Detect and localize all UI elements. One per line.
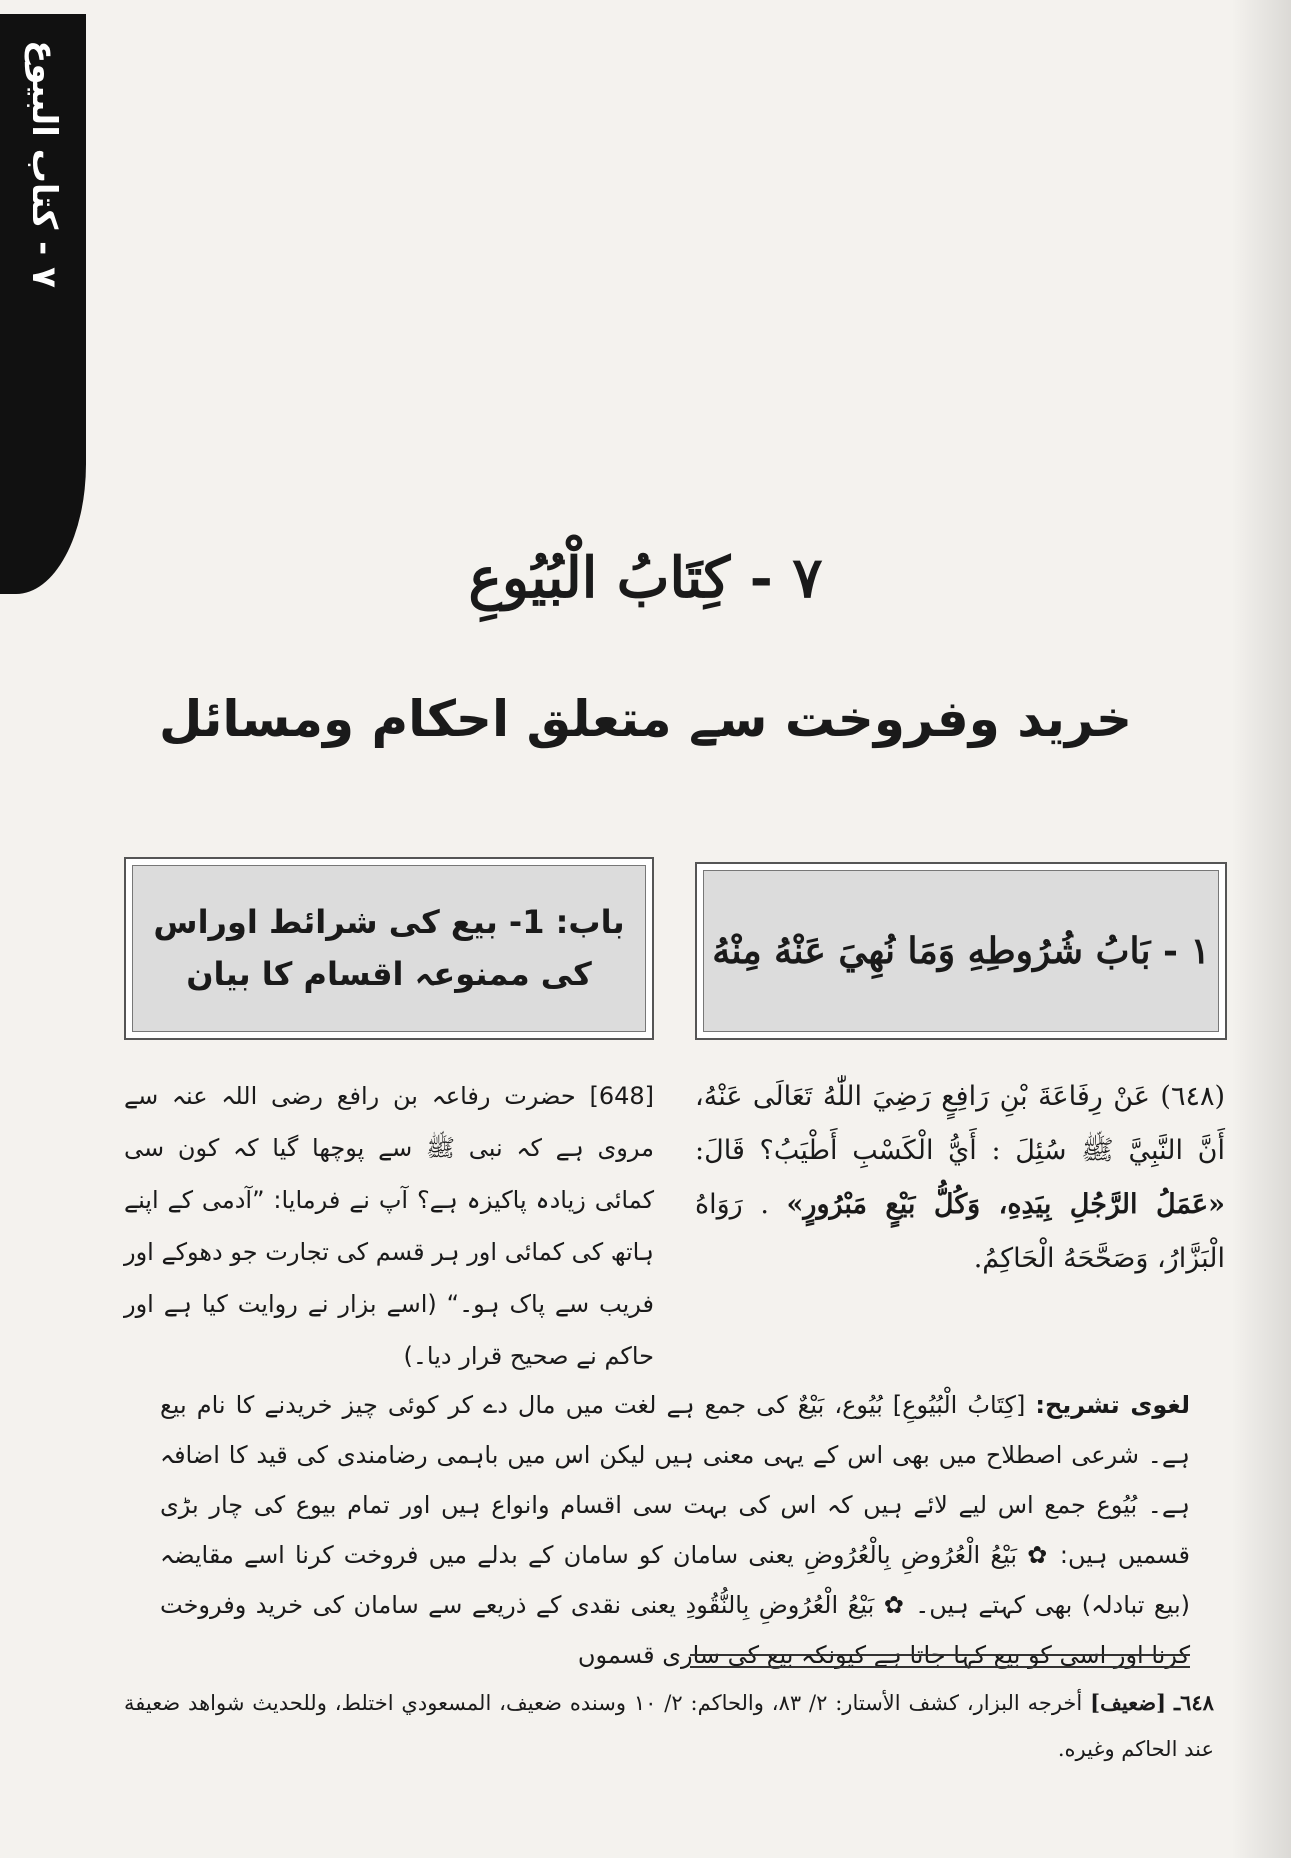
hadith-arabic-intro: عَنْ رِفَاعَةَ بْنِ رَافِعٍ رَضِيَ اللّٰهُ تَعَالَى عَنْهُ، أَنَّ النَّبِيَّ ﷺ سُئِلَ : أَيُّ الْكَسْبِ أَطْيَبُ؟ قَالَ: <box>695 1081 1225 1166</box>
page-edge-shadow <box>1231 0 1291 1858</box>
footnote <box>124 1680 1214 1772</box>
footnote-divider <box>690 1654 1190 1668</box>
hadith-arabic-number: (٦٤٨) <box>1160 1081 1225 1112</box>
hadith-urdu-translation <box>124 1070 654 1382</box>
chapter-subtitle: خرید وفروخت سے متعلق احکام ومسائل <box>158 690 1133 748</box>
side-tab-label: ٧ - كتاب البيوع <box>24 40 64 288</box>
lexical-explanation <box>160 1380 1190 1680</box>
footnote-text: أخرجه البزار، كشف الأستار: ٢/ ٨٣، والحاكم: ٢/ ١٠ وسنده ضعيف، المسعودي اختلط، وللحديث شواهد ضعيفة عند الحاكم وغيره. <box>124 1691 1214 1761</box>
footnote-number: ٦٤٨ـ <box>1173 1690 1214 1715</box>
explanation-text: [كِتَابُ الْبُيُوعِ] بُيُوع، بَيْعٌ کی جمع ہے لغت میں مال دے کر کوئی چیز خریدنے کا نام بیع ہے۔ شرعی اصطلاح میں بھی اس کے یہی معنی ہیں لیکن اس میں باہمی رضامندی کی قید کا اضافہ ہے۔ بُيُوع جمع اس لیے لائے ہیں کہ اس کی بہت سی اقسام وانواع ہیں اور تمام بیوع کی چار بڑی قسمیں ہیں: ✿ بَيْعُ الْعُرُوضِ بِالْعُرُوضِ یعنی سامان کو سامان کے بدلے میں فروخت کرنا اسے مقایضہ (بیع تبادلہ) بھی کہتے ہیں۔ ✿ بَيْعُ الْعُرُوضِ بِالنُّقُودِ یعنی نقدی کے ذریعے سے سامان کی خرید وفروخت کرنا اور اسی کو بیع کہا جاتا ہے کیونکہ بیع کی ساری قسموں <box>160 1391 1190 1669</box>
hadith-arabic-text <box>695 1070 1225 1286</box>
urdu-section-heading-box <box>124 857 654 1040</box>
hadith-arabic-saying: «عَمَلُ الرَّجُلِ بِيَدِهِ، وَكُلُّ بَيْعٍ مَبْرُورٍ» <box>786 1189 1225 1220</box>
hadith-urdu-number: [648] <box>589 1082 654 1110</box>
urdu-section-heading: باب: 1- بیع کی شرائط اوراس کی ممنوعہ اقسام کا بیان <box>132 865 646 1032</box>
hadith-urdu-text: حضرت رفاعہ بن رافع رضی اللہ عنہ سے مروی ہے کہ نبی ﷺ سے پوچھا گیا کہ کون سی کمائی زیادہ پاکیزہ ہے؟ آپ نے فرمایا: ”آدمی کے اپنے ہاتھ کی کمائی اور ہر قسم کی تجارت جو دھوکے اور فریب سے پاک ہو۔“ (اسے بزار نے روایت کیا ہے اور حاکم نے صحیح قرار دیا۔) <box>124 1082 654 1370</box>
chapter-title: ٧ - كِتَابُ الْبُيُوعِ <box>468 545 823 611</box>
arabic-section-heading-box <box>695 862 1227 1040</box>
arabic-section-heading: ١ - بَابُ شُرُوطِهِ وَمَا نُهِيَ عَنْهُ مِنْهُ <box>703 870 1219 1032</box>
hadith-arabic-source: . رَوَاهُ الْبَزَّارُ، وَصَحَّحَهُ الْحَاكِمُ. <box>695 1189 1225 1274</box>
explanation-label: لغوی تشریح: <box>1035 1391 1190 1419</box>
chapter-side-tab <box>0 14 86 594</box>
footnote-grade: [ضعيف] <box>1090 1690 1167 1715</box>
